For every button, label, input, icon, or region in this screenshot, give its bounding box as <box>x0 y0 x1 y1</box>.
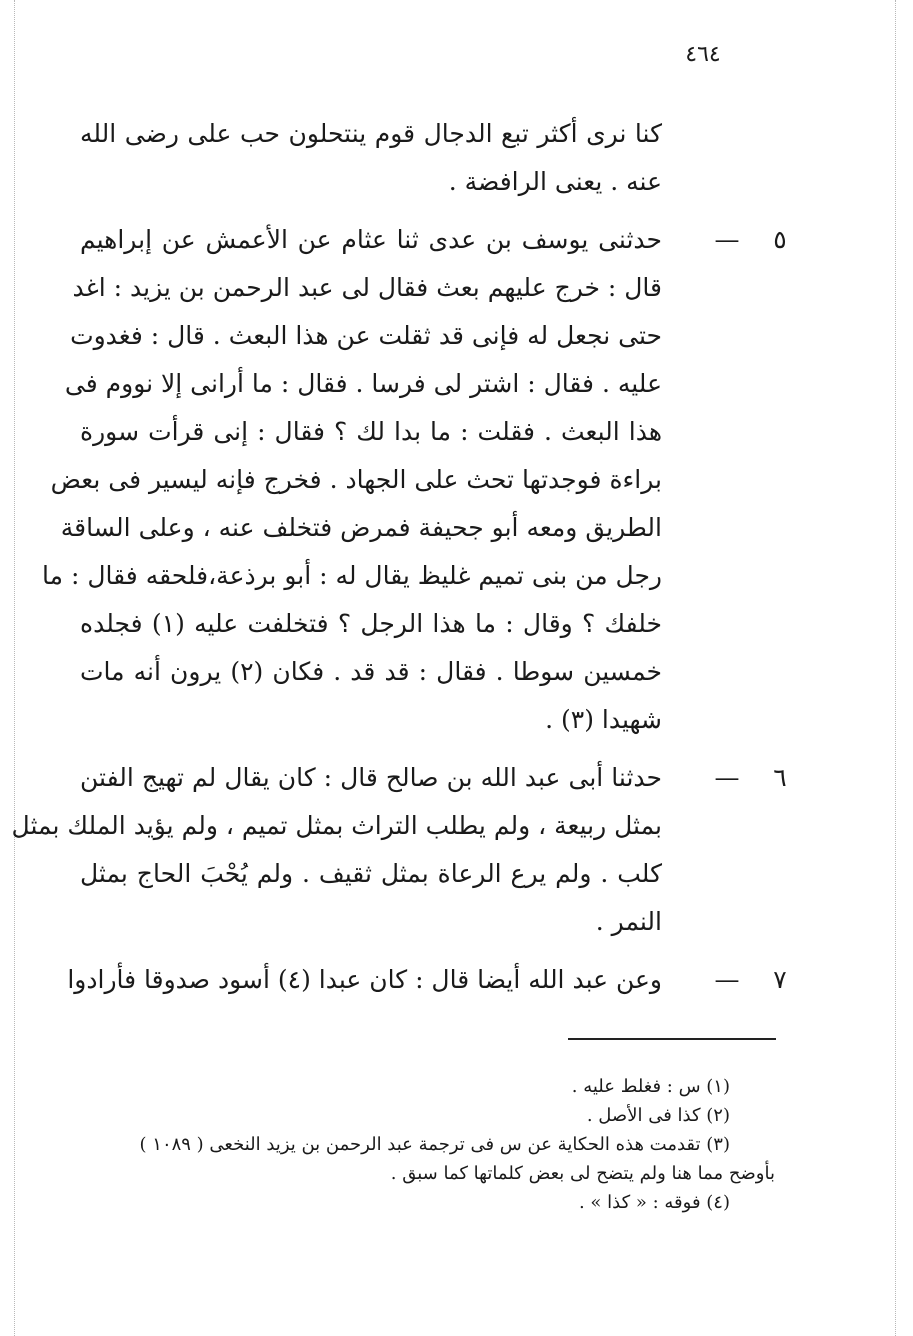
paragraph <box>60 110 795 206</box>
text-line <box>60 216 795 264</box>
text-line <box>60 408 795 456</box>
line-text: حدثنى يوسف بن عدى ثنا عثام عن الأعمش عن إبراهيم <box>80 225 662 254</box>
page-number: ٤٦٤ <box>685 42 721 67</box>
line-text: النمر . <box>595 907 662 936</box>
line-text: هذا البعث . فقلت : ما بدا لك ؟ فقال : إنى قرأت سورة <box>80 417 662 446</box>
paragraph <box>60 956 795 1004</box>
text-line <box>60 754 795 802</box>
line-text: وعن عبد الله أيضا قال : كان عبدا (٤) أسود صدوقا فأرادوا <box>67 965 662 994</box>
text-line <box>60 504 795 552</box>
text-line <box>42 552 795 600</box>
line-text: رجل من بنى تميم غليظ يقال له : أبو برذعة،فلحقه فقال : ما <box>42 561 662 590</box>
paragraph-number: ٥ <box>773 225 787 254</box>
page-edge-left <box>14 0 15 1336</box>
line-text: بمثل ربيعة ، ولم يطلب التراث بمثل تميم ، ولم يؤيد الملك بمثل <box>11 811 662 840</box>
text-line <box>60 600 795 648</box>
text-line <box>60 898 795 946</box>
text-line <box>60 696 795 744</box>
line-text: حتى نجعل له فإنى قد ثقلت عن هذا البعث . قال : فغدوت <box>70 321 662 350</box>
footnote-2: (٢) كذا فى الأصل . <box>586 1105 730 1126</box>
paragraph <box>42 216 795 744</box>
text-line <box>60 158 795 206</box>
line-text: الطريق ومعه أبو جحيفة فمرض فتخلف عنه ، وعلى الساقة <box>60 513 662 542</box>
footnote-separator <box>568 1038 776 1040</box>
paragraph-gap <box>60 946 795 956</box>
line-text: عليه . فقال : اشتر لى فرسا . فقال : ما أرانى إلا نووم فى <box>64 369 662 398</box>
paragraph <box>11 754 795 946</box>
paragraph-gap <box>60 206 795 216</box>
line-text: خلفك ؟ وقال : ما هذا الرجل ؟ فتخلفت عليه (١) فجلده <box>80 609 662 638</box>
footnote-3: (٣) تقدمت هذه الحكاية عن س فى ترجمة عبد الرحمن بن يزيد النخعى ( ١٠٨٩ ) <box>139 1134 730 1155</box>
line-text: كنا نرى أكثر تبع الدجال قوم ينتحلون حب على رضى الله <box>80 119 662 148</box>
text-line <box>60 850 795 898</box>
footnotes <box>85 1072 775 1217</box>
paragraph-gap <box>60 744 795 754</box>
text-line <box>60 110 795 158</box>
text-line <box>60 648 795 696</box>
paragraph-number: ٦ <box>773 763 787 792</box>
footnote-4: (٤) فوقه : « كذا » . <box>578 1192 730 1213</box>
text-line <box>60 264 795 312</box>
line-text: حدثنا أبى عبد الله بن صالح قال : كان يقال لم تهيج الفتن <box>80 763 662 792</box>
paragraph-dash: — <box>714 965 740 994</box>
paragraph-dash: — <box>714 763 740 792</box>
text-line <box>60 360 795 408</box>
line-text: قال : خرج عليهم بعث فقال لى عبد الرحمن بن يزيد : اغد <box>72 273 662 302</box>
line-text: شهيدا (٣) . <box>545 705 662 734</box>
line-text: براءة فوجدتها تحث على الجهاد . فخرج فإنه ليسير فى بعض <box>50 465 662 494</box>
text-line <box>11 802 795 850</box>
main-text <box>11 110 795 1004</box>
line-text: كلب . ولم يرع الرعاة بمثل ثقيف . ولم يُحْبَ الحاج بمثل <box>80 859 662 888</box>
text-line <box>60 312 795 360</box>
line-text: عنه . يعنى الرافضة . <box>448 167 662 196</box>
footnote-1: (١) س : فغلط عليه . <box>571 1076 730 1097</box>
text-line <box>60 956 795 1004</box>
paragraph-dash: — <box>714 225 740 254</box>
page-edge-right <box>895 0 896 1336</box>
footnote-3-continuation: بأوضح مما هنا ولم يتضح لى بعض كلماتها كما سبق . <box>390 1163 775 1184</box>
text-line <box>50 456 795 504</box>
line-text: خمسين سوطا . فقال : قد قد . فكان (٢) يرون أنه مات <box>80 657 662 686</box>
paragraph-number: ٧ <box>773 965 787 994</box>
